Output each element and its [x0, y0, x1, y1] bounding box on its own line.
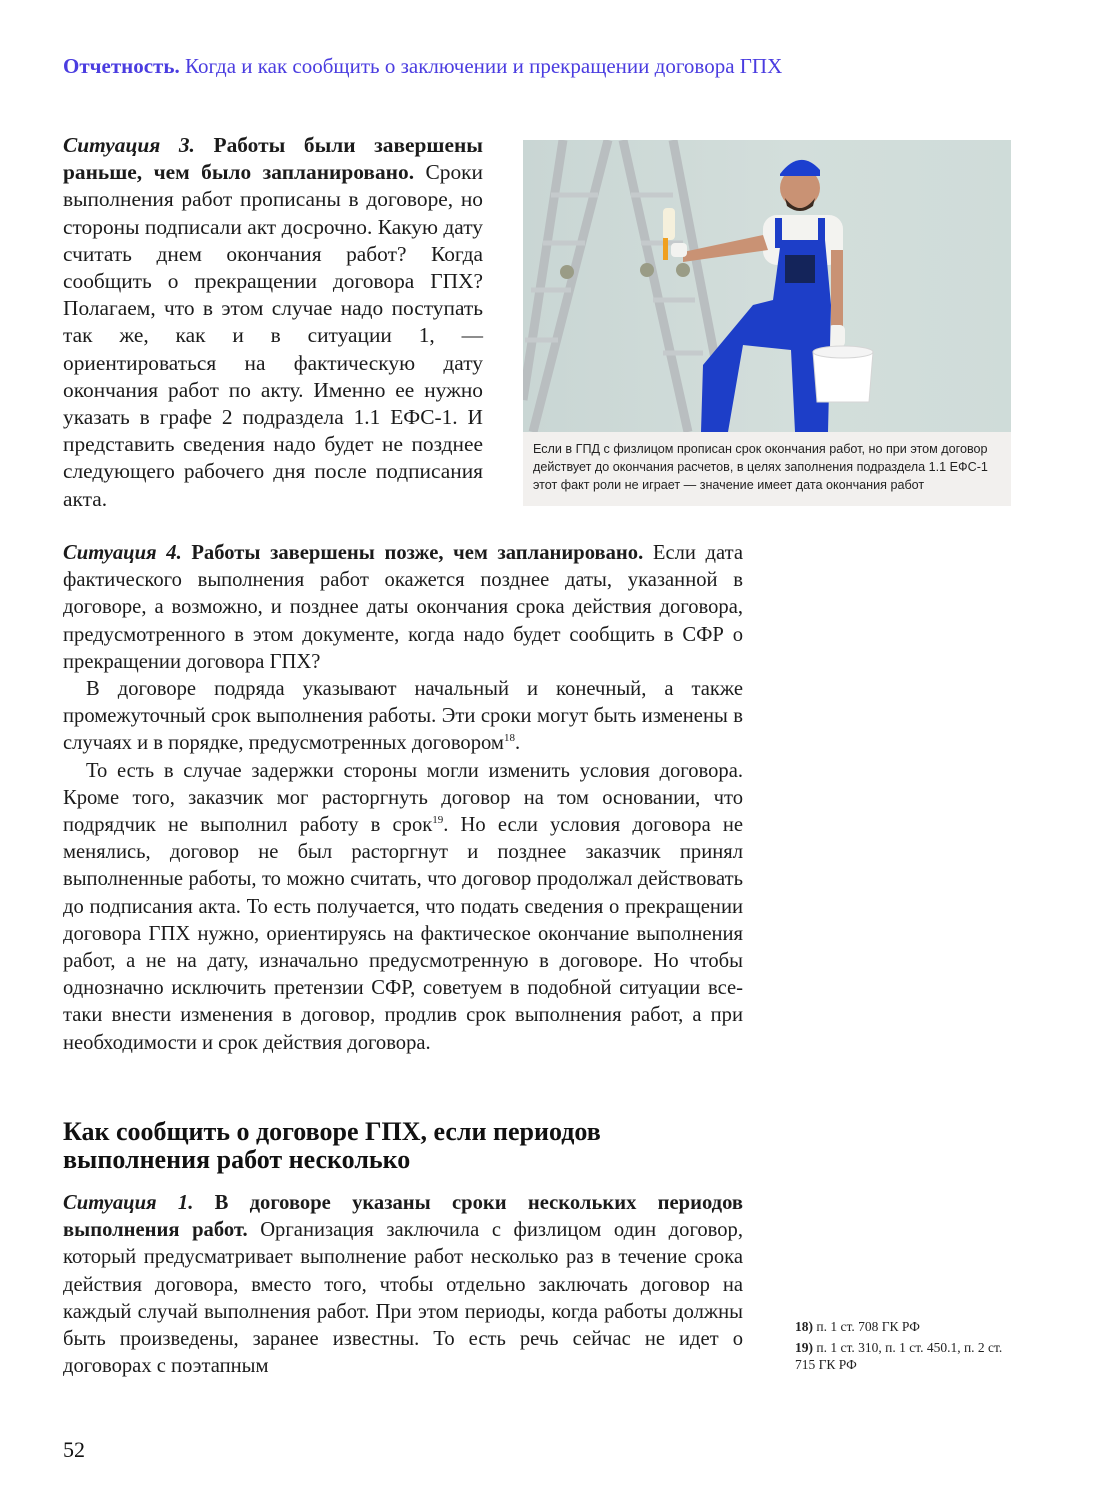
situation-4-lead: Ситуация 4.: [63, 542, 182, 564]
situation-4-paragraph-3: [63, 758, 743, 1057]
situation-4-text: Если дата фактического выполнения работ окажется позднее даты, указанной в договоре, а возможно, и позднее даты окончания срока действия договора, предусмотренного в этом документе, когда надо будет сообщить в СФР о прекращении договора ГПХ?: [63, 542, 743, 673]
header-title: Когда и как сообщить о заключении и прекращении договора ГПХ: [184, 54, 783, 78]
para3-text-b: . Но если условия договора не менялись, договор не был расторгнут и позднее заказчик принял выполненные работы, то можно считать, что договор продолжал действовать до подписания акта. То есть получается, что подать сведения о прекращении договора ГПХ нужно, ориентируясь на фактическое окончание выполнения работ, а не на дату, изначально предусмотренную в договоре. Но чтобы однозначно исключить претензии СФР, советуем в подобной ситуации все-таки внести изменения в договор, продлив срок выполнения работ, а при необходимости и срок действия договора.: [63, 814, 743, 1054]
situation-4-block: [63, 540, 743, 1057]
para2-text: В договоре подряда указывают начальный и конечный, а также промежуточный срок выполнения работы. Эти сроки могут быть изменены в случаях и в порядке, предусмотренных договором: [63, 678, 743, 755]
situation-3-lead: Ситуация 3.: [63, 133, 195, 157]
painter-illustration-icon: [523, 140, 1011, 432]
footnote-19: [795, 1339, 1025, 1373]
footnote-ref-18[interactable]: 18: [503, 732, 515, 745]
situation-4-paragraph-2: В договоре подряда указывают начальный и конечный, а также промежуточный срок выполнения работы. Эти сроки могут быть изменены в случаях и в порядке, предусмотренных договором$^{18}$.: [63, 678, 743, 755]
footnote-number: 19): [795, 1340, 813, 1355]
figure: [523, 140, 1011, 506]
header-section: Отчетность.: [63, 54, 180, 78]
situation-1-text: Организация заключила с физлицом один договор, который предусматривает выполнение работ несколько раз в течение срока действия договора, вместо того, чтобы отдельно заключать договор на каждый случай выполнения работ. При этом периоды, когда работы должны быть произведены, заранее известны. То есть речь сейчас не идет о договорах с поэтапным: [63, 1219, 743, 1378]
situation-4-heading: Работы завершены позже, чем запланировано.: [191, 542, 644, 564]
situation-3-text: Сроки выполнения работ прописаны в договоре, но стороны подписали акт досрочно. Какую дату считать днем окончания работ? Когда сообщить о прекращении договора ГПХ? Полагаем, что в этом случае надо поступать так же, как и в ситуации 1, — ориентироваться на фактическую дату окончания работ по акту. Именно ее нужно указать в графе 2 подраздела 1.1 ЕФС-1. И представить сведения надо будет не позднее следующего рабочего дня после подписания акта.: [63, 160, 483, 511]
situation-1-block: [63, 1190, 743, 1380]
footnotes: [795, 1318, 1025, 1373]
situation-3-paragraph: [63, 132, 483, 513]
situation-3-heading: Работы были завершены раньше, чем было запланировано.: [63, 133, 483, 185]
footnote-ref-19[interactable]: 19: [432, 814, 444, 827]
figure-caption: Если в ГПД с физлицом прописан срок окончания работ, но при этом договор действует до окончания расчетов, в целях заполнения подраздела 1.1 ЕФС-1 этот факт роли не играет — значение имеет дата окончания работ: [533, 442, 988, 492]
footnote-text: п. 1 ст. 310, п. 1 ст. 450.1, п. 2 ст. 715 ГК РФ: [795, 1340, 1003, 1372]
page-number: 52: [63, 1437, 85, 1462]
situation-4-paragraph: [63, 540, 743, 676]
running-header: [63, 54, 782, 79]
para3-text-a: То есть в случае задержки стороны могли изменить условия договора. Кроме того, заказчик мог расторгнуть договор на том основании, что подрядчик не выполнил работу в срок: [63, 759, 743, 837]
section-title: Как сообщить о договоре ГПХ, если периодов выполнения работ несколько: [63, 1117, 601, 1174]
footnote-number: 18): [795, 1319, 813, 1334]
situation-3-block: [63, 132, 483, 513]
situation-1-heading: В договоре указаны сроки нескольких периодов выполнения работ.: [63, 1192, 743, 1242]
situation-1-paragraph: [63, 1190, 743, 1380]
worker-photo: [523, 140, 1011, 432]
footnote-18: [795, 1318, 1025, 1335]
situation-1-lead: Ситуация 1.: [63, 1192, 194, 1214]
footnote-text: п. 1 ст. 708 ГК РФ: [816, 1319, 920, 1334]
